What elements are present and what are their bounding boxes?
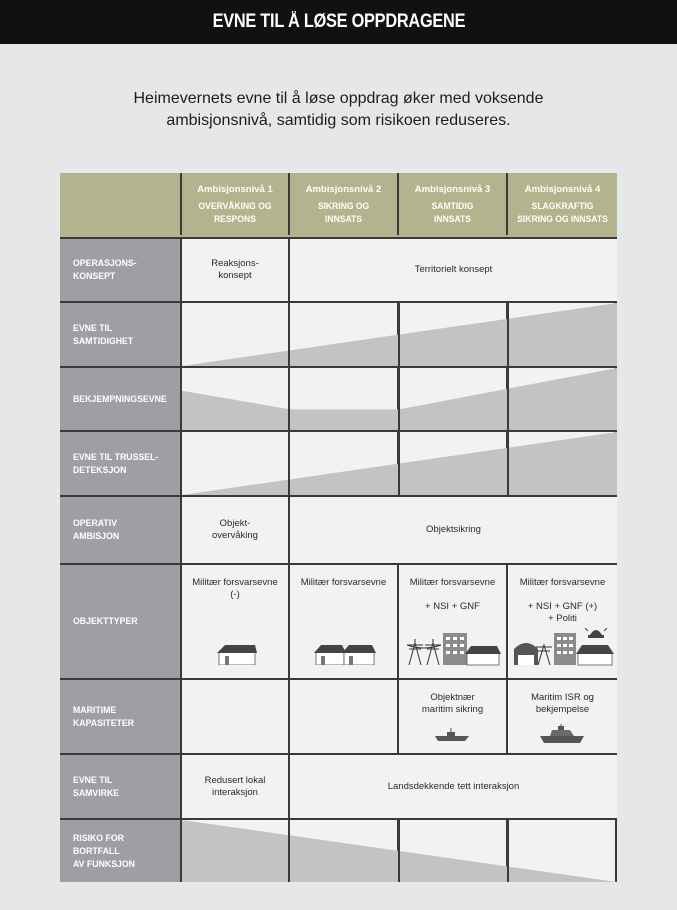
- row-maritime-kapasiteter: [60, 680, 617, 755]
- office-building-icon: [443, 633, 467, 665]
- level-name: SAMTIDIG INNSATS: [431, 201, 474, 225]
- intro-line-1: Heimevernets evne til å løse oppdrag øker med voksende: [133, 90, 544, 107]
- cell-level-1: [182, 680, 290, 753]
- header-level-2: [290, 173, 399, 235]
- row-label: EVNE TIL TRUSSEL- DETEKSJON: [60, 432, 182, 495]
- row-label: OBJEKTTYPER: [60, 565, 182, 678]
- row-samtidighet: [60, 303, 617, 368]
- row-label: EVNE TIL SAMVIRKE: [60, 755, 182, 818]
- cell-level-1: Militær forsvarsevne (-): [182, 565, 290, 678]
- level-label: Ambisjonsnivå 3: [414, 184, 491, 195]
- cell-level-3: Objektnær maritim sikring: [399, 680, 508, 753]
- row-label: RISIKO FOR BORTFALL AV FUNKSJON: [60, 820, 182, 882]
- intro-line-2: ambisjonsnivå, samtidig som risikoen reduseres.: [166, 112, 511, 129]
- house-icon: [465, 646, 501, 665]
- power-pylon-icon: [407, 639, 441, 665]
- row-trusseldeteksjon: [60, 432, 617, 497]
- hangar-icon: [514, 643, 538, 665]
- header-corner: [60, 173, 182, 235]
- row-label: BEKJEMPNINGSEVNE: [60, 368, 182, 430]
- cell-level-2: [290, 680, 399, 753]
- cell-level-2-to-4: Territorielt konsept: [290, 239, 617, 301]
- header-row: [60, 173, 617, 239]
- level-name: SLAGKRAFTIG SIKRING OG INNSATS: [517, 201, 608, 225]
- intro-text: [60, 88, 617, 132]
- power-pylon-icon: [536, 645, 552, 665]
- infrastructure-icons: [405, 629, 501, 667]
- cell-level-4: Militær forsvarsevne + NSI + GNF (+) + Politi: [508, 565, 617, 678]
- row-samvirke: [60, 755, 617, 820]
- level-label: Ambisjonsnivå 2: [305, 184, 382, 195]
- two-houses-icon: [314, 643, 376, 665]
- patrol-boat-icon: [435, 728, 469, 742]
- warship-icon: [540, 724, 584, 744]
- police-siren-icon: [585, 625, 607, 638]
- level-name: SIKRING OG INNSATS: [317, 201, 370, 225]
- row-label: EVNE TIL SAMTIDIGHET: [60, 303, 182, 366]
- cell-level-1: Objekt- overvåking: [182, 497, 290, 563]
- house-icon: [217, 643, 257, 665]
- office-building-icon: [554, 633, 576, 665]
- capability-table: [60, 173, 617, 882]
- cell-level-1: Redusert lokal interaksjon: [182, 755, 290, 818]
- header-level-3: [399, 173, 508, 235]
- row-label: MARITIME KAPASITETER: [60, 680, 182, 753]
- header-level-1: [182, 173, 290, 235]
- row-operasjonskonsept: [60, 239, 617, 303]
- row-label: OPERASJONS- KONSEPT: [60, 239, 182, 301]
- infrastructure-icons: [512, 625, 614, 667]
- cell-level-2: Militær forsvarsevne: [290, 565, 399, 678]
- header-level-4: [508, 173, 617, 235]
- row-risiko: [60, 820, 617, 882]
- cell-level-2-to-4: Landsdekkende tett interaksjon: [290, 755, 617, 818]
- level-name: OVERVÅKING OG RESPONS: [198, 201, 272, 225]
- row-bekjempningsevne: [60, 368, 617, 432]
- row-objekttyper: [60, 565, 617, 680]
- cell-level-1: Reaksjons- konsept: [182, 239, 290, 301]
- level-label: Ambisjonsnivå 4: [524, 184, 601, 195]
- title-bar: [0, 0, 677, 44]
- cell-level-4: Maritim ISR og bekjempelse: [508, 680, 617, 753]
- cell-level-2-to-4: Objektsikring: [290, 497, 617, 563]
- level-label: Ambisjonsnivå 1: [197, 184, 273, 195]
- house-icon: [576, 645, 614, 665]
- page-title: EVNE TIL Å LØSE OPPDRAGENE: [212, 11, 465, 32]
- cell-level-3: Militær forsvarsevne + NSI + GNF: [399, 565, 508, 678]
- row-label: OPERATIV AMBISJON: [60, 497, 182, 563]
- row-operativ-ambisjon: [60, 497, 617, 565]
